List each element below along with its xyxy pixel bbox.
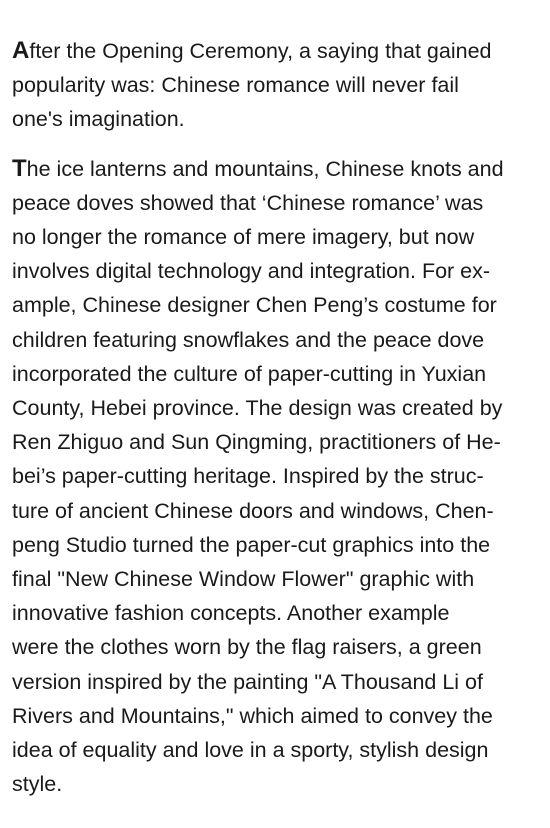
text-line: were the clothes worn by the flag raisers, a green (12, 635, 482, 660)
initial-letter: T (12, 154, 27, 182)
text-line: innovative fashion concepts. Another example (12, 601, 450, 626)
text-line: involves digital technology and integration. For ex- (12, 259, 491, 284)
text-line: bei’s paper-cutting heritage. Inspired by the struc- (12, 464, 484, 489)
initial-letter: A (12, 37, 30, 64)
text-line: peace doves showed that ‘Chinese romance’ was (12, 190, 484, 215)
paragraph-2 (12, 152, 540, 802)
text-line (12, 34, 540, 68)
paragraph-1 (12, 34, 540, 137)
text-line: Rivers and Mountains," which aimed to convey the (12, 703, 493, 728)
text-line: idea of equality and love in a sporty, stylish design (12, 738, 489, 763)
text-line (12, 152, 540, 186)
text-line: Ren Zhiguo and Sun Qingming, practitioners of He- (12, 430, 501, 455)
text-line: style. (12, 772, 63, 797)
text-line: no longer the romance of mere imagery, but now (12, 225, 475, 250)
line-text: fter the Opening Ceremony, a saying that gained (29, 39, 492, 63)
text-line: popularity was: Chinese romance will never fail (12, 73, 459, 98)
text-line: ample, Chinese designer Chen Peng’s costume for (12, 293, 497, 318)
article-body (12, 34, 540, 801)
text-line: ture of ancient Chinese doors and windows, Chen- (12, 498, 494, 523)
text-line: County, Hebei province. The design was created by (12, 396, 503, 421)
text-line: one's imagination. (12, 107, 185, 132)
text-line: incorporated the culture of paper-cutting in Yuxian (12, 361, 487, 386)
line-text: he ice lanterns and mountains, Chinese knots and (26, 156, 504, 181)
text-line: final "New Chinese Window Flower" graphic with (12, 567, 475, 592)
text-line: peng Studio turned the paper-cut graphics into the (12, 532, 491, 557)
text-line: version inspired by the painting "A Thousand Li of (12, 669, 483, 694)
text-line: children featuring snowflakes and the peace dove (12, 327, 485, 352)
